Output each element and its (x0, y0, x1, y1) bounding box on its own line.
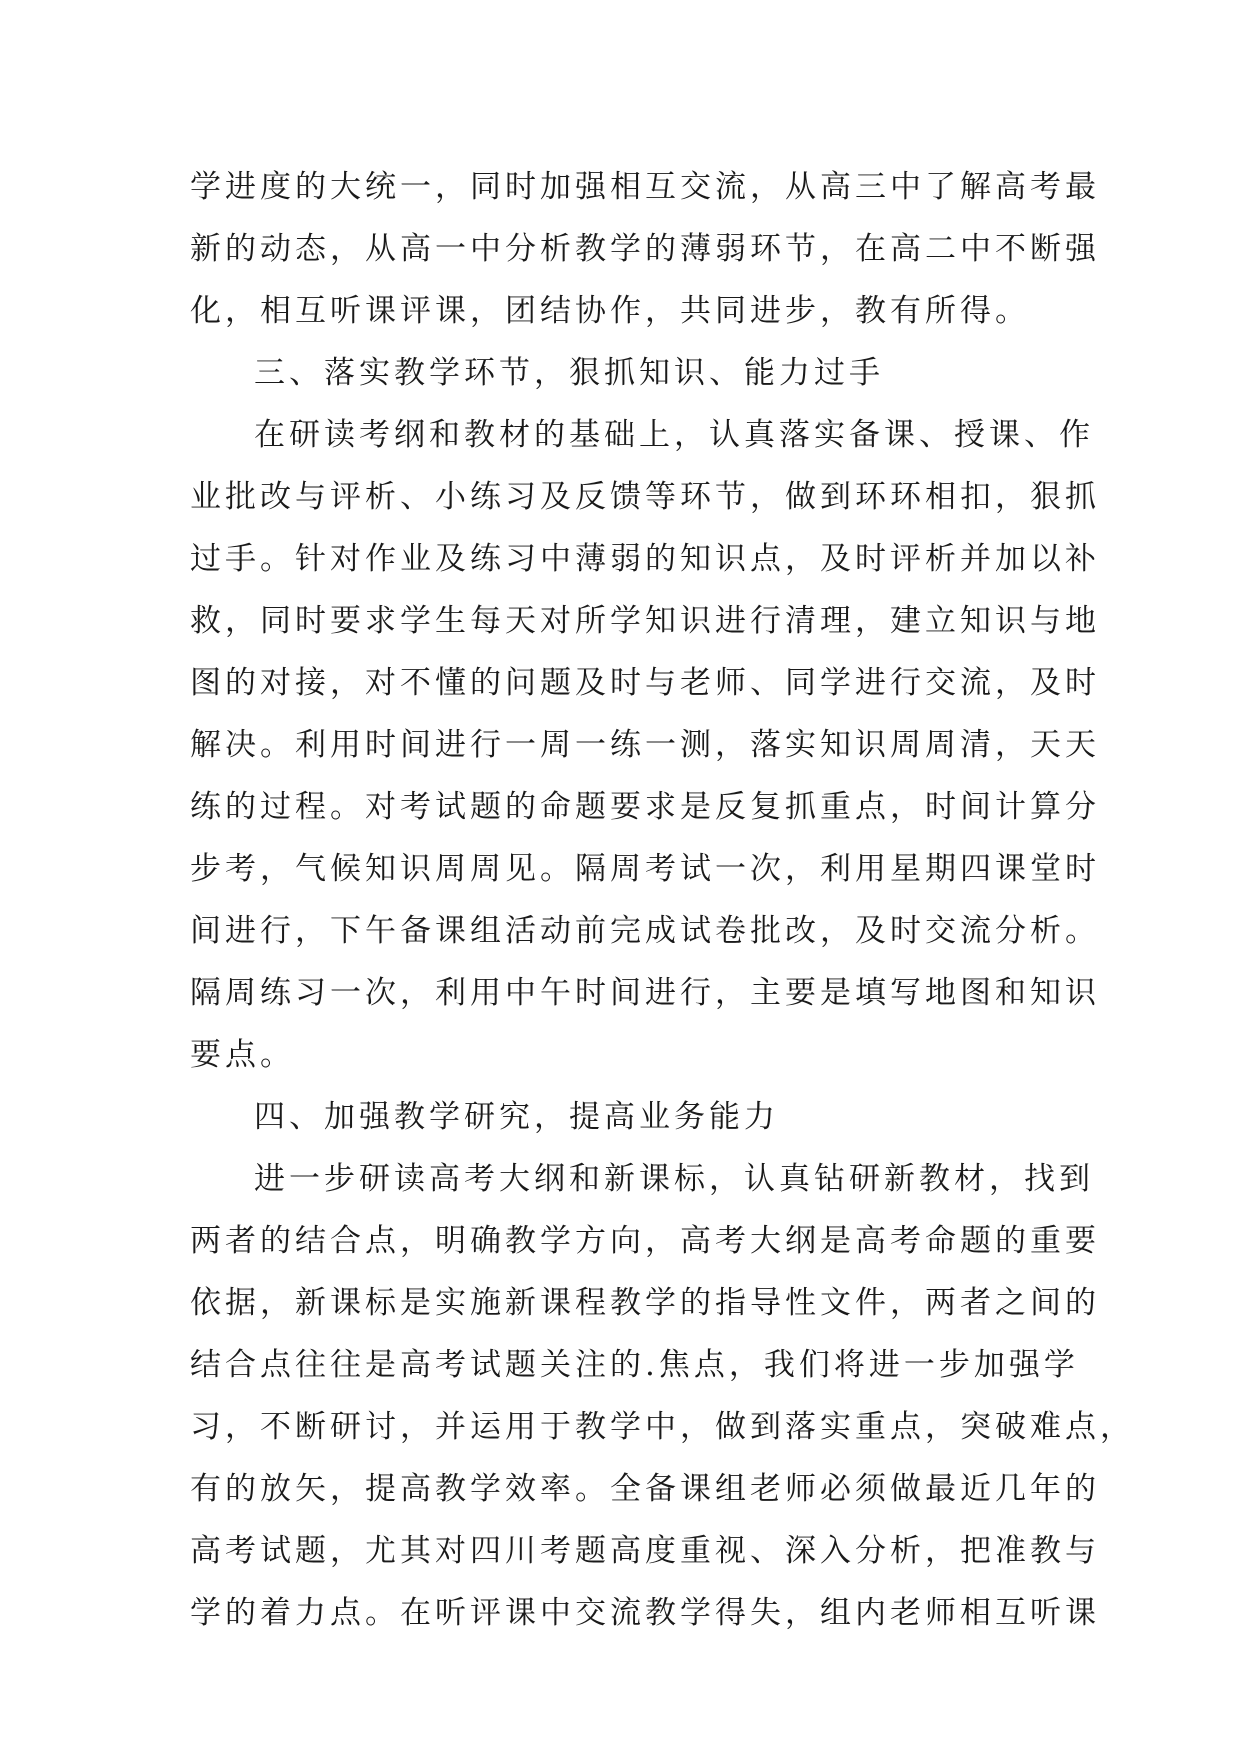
text-line: 在研读考纲和教材的基础上，认真落实备课、授课、作 (254, 417, 1094, 453)
text-line: 间进行，下午备课组活动前完成试卷批改，及时交流分析。 (190, 913, 1100, 949)
text-line: 结合点往往是高考试题关注的.焦点，我们将进一步加强学 (190, 1347, 1079, 1383)
section-heading-3: 三、落实教学环节，狠抓知识、能力过手 (254, 355, 884, 391)
text-line: 业批改与评析、小练习及反馈等环节，做到环环相扣，狠抓 (190, 479, 1100, 515)
text-line: 进一步研读高考大纲和新课标，认真钻研新教材，找到 (254, 1161, 1094, 1197)
text-line: 隔周练习一次，利用中午时间进行，主要是填写地图和知识 (190, 975, 1100, 1011)
text-line: 图的对接，对不懂的问题及时与老师、同学进行交流，及时 (190, 665, 1100, 701)
text-line: 学的着力点。在听评课中交流教学得失，组内老师相互听课 (190, 1595, 1100, 1631)
text-line: 过手。针对作业及练习中薄弱的知识点，及时评析并加以补 (190, 541, 1100, 577)
text-line: 化，相互听课评课，团结协作，共同进步，教有所得。 (190, 293, 1030, 329)
text-line: 救，同时要求学生每天对所学知识进行清理，建立知识与地 (190, 603, 1100, 639)
text-line: 解决。利用时间进行一周一练一测，落实知识周周清，天天 (190, 727, 1100, 763)
text-line: 练的过程。对考试题的命题要求是反复抓重点，时间计算分 (190, 789, 1100, 825)
text-line: 高考试题，尤其对四川考题高度重视、深入分析，把准教与 (190, 1533, 1100, 1569)
text-line: 学进度的大统一，同时加强相互交流，从高三中了解高考最 (190, 169, 1100, 205)
text-line: 步考，气候知识周周见。隔周考试一次，利用星期四课堂时 (190, 851, 1100, 887)
text-line: 两者的结合点，明确教学方向，高考大纲是高考命题的重要 (190, 1223, 1100, 1259)
text-line: 要点。 (190, 1037, 295, 1073)
text-line: 习，不断研讨，并运用于教学中，做到落实重点，突破难点， (190, 1409, 1135, 1445)
document-body (190, 156, 1135, 1644)
text-line: 新的动态，从高一中分析教学的薄弱环节，在高二中不断强 (190, 231, 1100, 267)
text-line: 有的放矢，提高教学效率。全备课组老师必须做最近几年的 (190, 1471, 1100, 1507)
section-heading-4: 四、加强教学研究，提高业务能力 (254, 1099, 779, 1135)
text-line: 依据，新课标是实施新课程教学的指导性文件，两者之间的 (190, 1285, 1100, 1321)
